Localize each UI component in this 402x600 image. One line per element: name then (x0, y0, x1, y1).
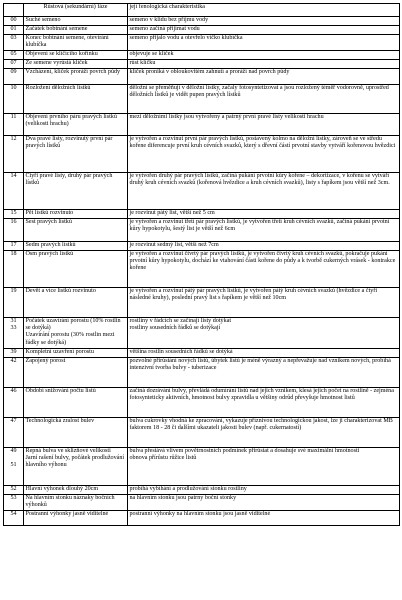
stage-code: 18 (4, 251, 24, 288)
stage-phase: Rozložení děložních lístků (24, 85, 128, 114)
document-page (3, 3, 399, 526)
stage-code: 31 33 (4, 318, 24, 349)
stage-description: je rozvinut pátý list, větší než 5 cm (128, 210, 400, 219)
stage-description: většina rostlin sousedních řádků se dotýká (128, 349, 400, 358)
stage-phase: Vzcházení, klíček proráží povrch půdy (24, 69, 128, 85)
table-row (4, 418, 400, 448)
stage-phase: Období snižování počtu listů (24, 388, 128, 418)
stage-phase: Konec bobtnání semene, otevírání klubíčka (24, 35, 128, 51)
table-row (4, 114, 400, 136)
stage-phase: Počátek uzavírání porostu (10% rostlin se dotýká) Uzavírání porostu (30% rostlin mezi řádky se dotýká) (24, 318, 128, 349)
stage-description: je vytvořen a rozvinut první pár pravých lístků, postavený kolmo na děložní lístky, zároveň se ve středu kořene diferencuje první kruh cévních svazků, který s dřevní částí prvotní stavby vytváří kořenovou hvězdici (128, 136, 400, 173)
stage-phase: Postranní výhonky jasně viditelné (24, 511, 128, 526)
stage-phase: Začátek bobtnání semene (24, 26, 128, 35)
stage-description: semeno přijalo vodu a otevřelo víčko klubíčka (128, 35, 400, 51)
table-header-row (4, 4, 400, 17)
table-row (4, 388, 400, 418)
table-row (4, 60, 400, 69)
table-row (4, 85, 400, 114)
stage-code: 53 (4, 495, 24, 511)
stage-code: 05 (4, 51, 24, 60)
stage-code: 46 (4, 388, 24, 418)
stage-code: 11 (4, 114, 24, 136)
stage-description: růst klíčku (128, 60, 400, 69)
table-row (4, 26, 400, 35)
stage-code: 19 (4, 288, 24, 318)
table-row (4, 251, 400, 288)
stage-description: mezi děložními lístky jsou vytvořeny a patrný první pravé listy velikosti hrachu (128, 114, 400, 136)
stage-phase: Objevení se klíčícího kořínku (24, 51, 128, 60)
table-row (4, 69, 400, 85)
stage-code: 09 (4, 69, 24, 85)
table-row (4, 173, 400, 210)
stage-phase: Pět lístků rozvinuto (24, 210, 128, 219)
stage-phase: Řepná bulva ve sklizňové velikosti Jarní rašení bulvy, počátek prodlužování hlavního výhonu (24, 448, 128, 486)
stage-code: 12 (4, 136, 24, 173)
table-row (4, 349, 400, 358)
stage-description: pozvolné přirůstání nových listů, úbytek listů je méně výrazný a nepřevažuje nad vznikem nových, probíhá intenzivní tvorba bulvy - tuberizace (128, 358, 400, 388)
stage-description: na hlavním stonku jsou patrny boční stonky (128, 495, 400, 511)
table-row (4, 288, 400, 318)
stage-phase: Ze semene vyrůstá klíček (24, 60, 128, 69)
stage-phase: Na hlavním stonku náznaky bočních výhonků (24, 495, 128, 511)
stage-code: 16 (4, 219, 24, 242)
stage-description: klíček proniká v obloukovitém zahnutí a proráží nad povrch půdy (128, 69, 400, 85)
stage-code: 07 (4, 60, 24, 69)
stage-description: je vytvořen a rozvinut pátý pár pravých lístků, je vytvořen pátý kruh cévních svazků (hvězdice a čtyři následné kruhy), poslední pravý list s řapíkem je větší než 10cm (128, 288, 400, 318)
stage-phase: Čtyři pravé listy, druhý pár pravých lístků (24, 173, 128, 210)
stage-description: začíná dozrávání bulvy, převládá odumírání listů nad jejich vznikem, klesá jejich počet na rostlině - zejména fotosynteticky aktivních, hmotnost bulvy zpravidla u většiny odrůd převyšuje hmotnost listů (128, 388, 400, 418)
stage-description: děložní se přeměňují v děložní lístky, začaly fotosyntetizovat a jsou rozložený téměř vodorovně, uprostřed děložních lístků je vidět pupen pravých lístků (128, 85, 400, 114)
table-row (4, 448, 400, 486)
stage-description: probíhá vybíhání a prodlužování stonku rostliny (128, 486, 400, 495)
stage-phase: Osm pravých lístků (24, 251, 128, 288)
table-row (4, 242, 400, 251)
stage-code: 14 (4, 173, 24, 210)
table-row (4, 358, 400, 388)
stage-phase: Devět a více lístků rozvinuto (24, 288, 128, 318)
stage-code: 00 (4, 17, 24, 26)
table-row (4, 17, 400, 26)
header-description: její fenologická charakteristika (128, 4, 400, 17)
table-row (4, 35, 400, 51)
stage-code: 10 (4, 85, 24, 114)
stage-phase: Hlavní výhonek dlouhý 20cm (24, 486, 128, 495)
stage-code: 52 (4, 486, 24, 495)
header-phase: Růstová (sekundární) fáze (24, 4, 128, 17)
header-code-cell (4, 4, 24, 17)
stage-phase: Sedm pravých lístků (24, 242, 128, 251)
table-row (4, 210, 400, 219)
stage-code: 54 (4, 511, 24, 526)
stage-code: 49 51 (4, 448, 24, 486)
stage-description: bulva přestává vlivem povětrnostních podmínek přirůstat a dosahuje své maximální hmotnosti obnova přírůstu růžice listů (128, 448, 400, 486)
stage-description: je vytvořen a rozvinut čtvrtý pár pravých lístků, je vytvořen čtvrtý kruh cévních svazků, pokračuje pukání prvotní kůry hypokotylu, dochází ke vtahování části kořene do půdy a k tvorbě cukerných vrásek - kontrakce kořene (128, 251, 400, 288)
table-row (4, 318, 400, 349)
stage-code: 39 (4, 349, 24, 358)
table-row (4, 51, 400, 60)
stage-code: 03 (4, 35, 24, 51)
stage-description: postranní výhonky na hlavním stonku jsou jasně viditelné (128, 511, 400, 526)
stage-description: bulva cukrovky vhodná ke zpracování, vykazuje příznivou technologickou jakost, lze ji charakterizovat MB faktorem 18 - 28 či dalšími ukazateli jakosti bulev (např. cukernatostí) (128, 418, 400, 448)
stage-phase: Dva pravé listy, rozvinutý první pár pravých lístků (24, 136, 128, 173)
stage-description: rostliny v řádcích se začínají listy dotýkat rostliny sousedních řádků se dotýkají (128, 318, 400, 349)
stage-description: semeno začíná přijímat vodu (128, 26, 400, 35)
growth-stage-table (3, 3, 400, 526)
stage-code: 42 (4, 358, 24, 388)
stage-phase: Technologická zralost bulev (24, 418, 128, 448)
table-row (4, 511, 400, 526)
table-row (4, 136, 400, 173)
stage-code: 17 (4, 242, 24, 251)
stage-code: 47 (4, 418, 24, 448)
stage-description: semeno v klidu bez příjmu vody (128, 17, 400, 26)
stage-description: je vytvořen druhý pár pravých lístků, začíná pukání prvotní kůry kořene – dekortizace, v kořenu se vytváří druhý kruh cévních svazků (kořenová hvězdice a kruh cévních svazků), listy s řapíkem jsou větší než 3cm. (128, 173, 400, 210)
stage-description: je vytvořen a rozvinut třetí pár pravých lístků, je vytvořen třetí kruh cévních svazků, začíná pukání prvotní kůry hypokotylu, šestý list je větší než 6cm (128, 219, 400, 242)
stage-description: je rozvinut sedmý list, větší než 7cm (128, 242, 400, 251)
table-row (4, 486, 400, 495)
stage-phase: Objevení prvního páru pravých lístků (velikosti hrachu) (24, 114, 128, 136)
stage-code: 15 (4, 210, 24, 219)
stage-code: 01 (4, 26, 24, 35)
table-row (4, 219, 400, 242)
stage-phase: Suché semeno (24, 17, 128, 26)
table-row (4, 495, 400, 511)
stage-phase: Šest pravých lístků (24, 219, 128, 242)
stage-description: objevuje se klíček (128, 51, 400, 60)
stage-phase: Kompletní uzavření porostu (24, 349, 128, 358)
stage-phase: Zapojený porost (24, 358, 128, 388)
